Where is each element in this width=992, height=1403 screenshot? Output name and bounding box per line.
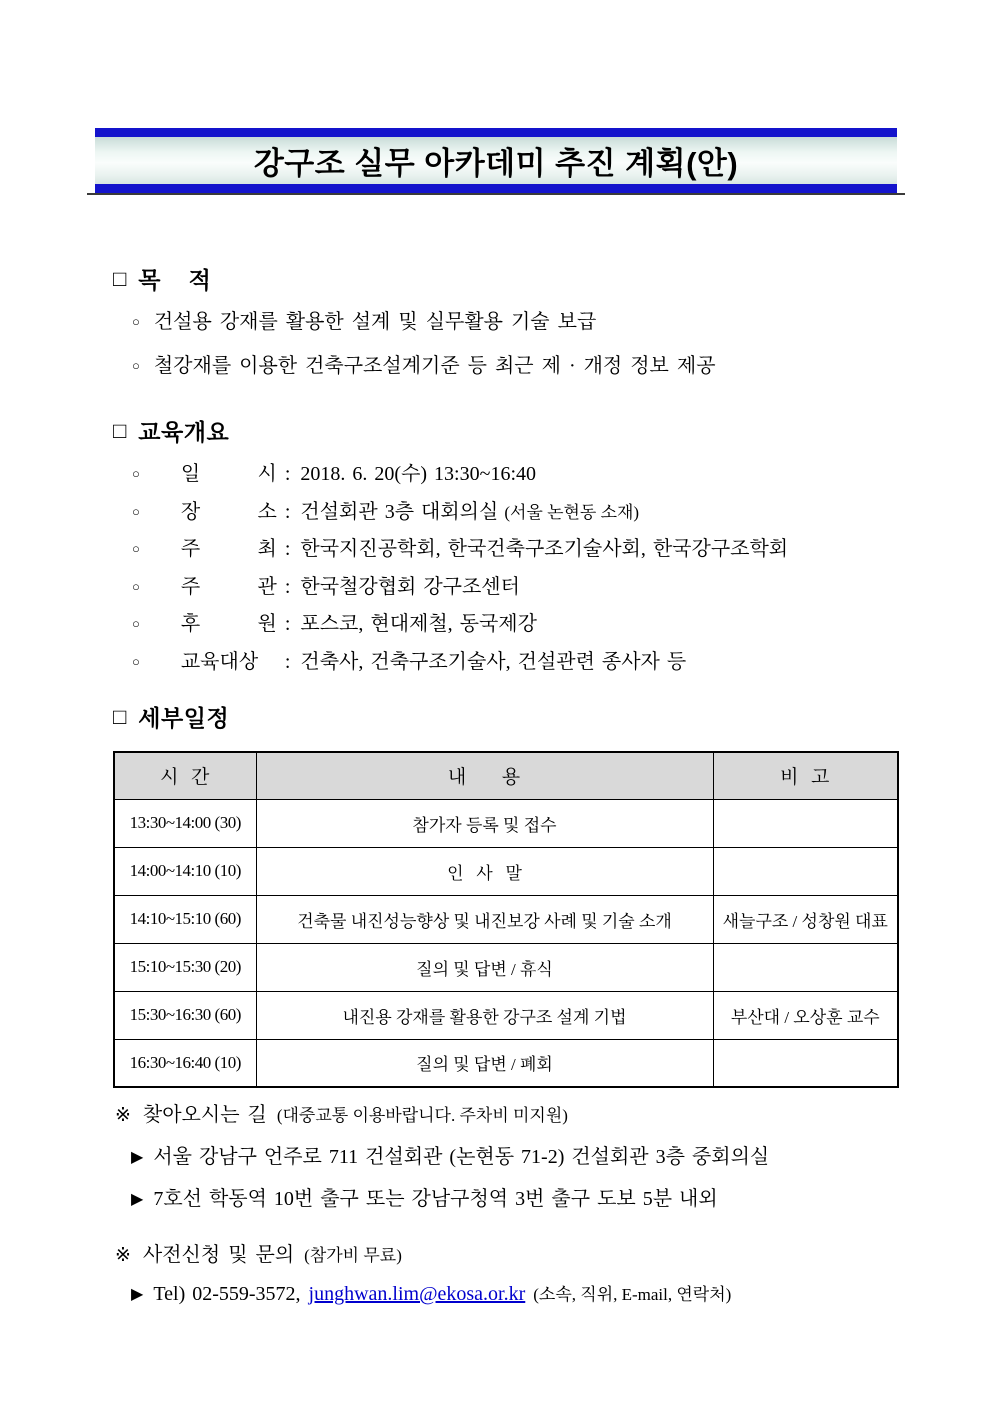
overview-item-value: 포스코, 현대제철, 동국제강 — [300, 613, 537, 635]
cell-content: 참가자 등록 및 접수 — [256, 799, 713, 847]
application-heading-note: (참가비 무료) — [304, 1246, 402, 1265]
overview-item-label: 주 최 — [180, 538, 277, 560]
purpose-item-text: 건설용 강재를 활용한 설계 및 실무활용 기술 보급 — [153, 311, 597, 333]
schedule-table — [113, 751, 899, 1088]
cell-time: 14:10~15:10 (60) — [114, 895, 256, 943]
overview-list — [95, 457, 897, 682]
cell-note — [713, 1039, 898, 1087]
directions-heading-note: (대중교통 이용바랍니다. 주차비 미지원) — [276, 1106, 568, 1125]
cell-content: 질의 및 답변 / 휴식 — [256, 943, 713, 991]
list-item — [95, 1182, 897, 1211]
list-item — [95, 349, 897, 378]
overview-item-value: 2018. 6. 20(수) 13:30~16:40 — [300, 463, 536, 485]
directions-item-text: 7호선 학동역 10번 출구 또는 강남구청역 3번 출구 도보 5분 내외 — [153, 1188, 718, 1210]
cell-note — [713, 799, 898, 847]
table-row — [114, 799, 898, 847]
column-header-note: 비 고 — [713, 752, 898, 799]
overview-heading — [95, 414, 897, 447]
table-row — [114, 943, 898, 991]
cell-content: 질의 및 답변 / 폐회 — [256, 1039, 713, 1087]
overview-item-note: (서울 논현동 소재) — [504, 502, 640, 522]
list-item — [95, 607, 897, 645]
contact-suffix-note: (소속, 직위, E-mail, 연락처) — [533, 1285, 732, 1304]
page-title: 강구조 실무 아카데미 추진 계획(안) — [253, 146, 739, 181]
cell-time: 16:30~16:40 (10) — [114, 1039, 256, 1087]
circle-bullet-icon: ○ — [132, 578, 140, 594]
cell-time: 14:00~14:10 (10) — [114, 847, 256, 895]
list-item — [95, 457, 897, 495]
overview-item-value: 한국지진공학회, 한국건축구조기술사회, 한국강구조학회 — [300, 538, 789, 560]
banner-top-bar — [95, 128, 897, 137]
overview-item-label: 교육대상 — [180, 650, 259, 673]
overview-item-label: 주 관 — [180, 575, 277, 598]
overview-item-label: 일 시 — [180, 463, 277, 485]
circle-bullet-icon: ○ — [132, 466, 140, 481]
overview-item-label: 장 소 — [180, 500, 277, 523]
cell-time: 15:10~15:30 (20) — [114, 943, 256, 991]
column-header-content: 내 용 — [256, 752, 713, 799]
schedule-heading — [95, 700, 897, 733]
cell-content: 내진용 강재를 활용한 강구조 설계 기법 — [256, 991, 713, 1039]
banner-bottom-bar — [95, 184, 897, 193]
square-bullet-icon: □ — [113, 265, 127, 291]
list-item — [95, 495, 897, 533]
list-item — [95, 1140, 897, 1169]
cell-note: 부산대 / 오상훈 교수 — [713, 991, 898, 1039]
title-banner — [95, 128, 897, 193]
list-item — [95, 645, 897, 683]
list-item — [95, 570, 897, 608]
table-row — [114, 1039, 898, 1087]
arrow-bullet-icon: ▶ — [131, 1286, 144, 1303]
email-link[interactable]: junghwan.lim@ekosa.or.kr — [308, 1283, 526, 1305]
label-colon: : — [284, 500, 291, 523]
overview-item-label: 후 원 — [180, 613, 277, 635]
overview-item-value: 건설회관 3층 대회의실 — [300, 500, 499, 523]
overview-item-value: 한국철강협회 강구조센터 — [300, 575, 520, 598]
telephone-number: Tel) 02-559-3572, — [153, 1283, 301, 1305]
arrow-bullet-icon: ▶ — [131, 1191, 144, 1208]
application-heading — [95, 1238, 897, 1267]
contact-line — [95, 1280, 897, 1306]
square-bullet-icon: □ — [113, 417, 127, 443]
reference-mark-icon: ※ — [115, 1105, 131, 1126]
purpose-item-text: 철강재를 이용한 건축구조설계기준 등 최근 제 · 개정 정보 제공 — [153, 355, 716, 377]
banner-underline — [87, 193, 905, 195]
application-heading-label: 사전신청 및 문의 — [142, 1244, 295, 1266]
label-colon: : — [284, 575, 291, 598]
circle-bullet-icon: ○ — [132, 541, 140, 556]
cell-content: 건축물 내진성능향상 및 내진보강 사례 및 기술 소개 — [256, 895, 713, 943]
purpose-heading — [95, 262, 897, 295]
directions-item-text: 서울 강남구 언주로 711 건설회관 (논현동 71-2) 건설회관 3층 중회의실 — [153, 1146, 770, 1168]
cell-time: 13:30~14:00 (30) — [114, 799, 256, 847]
circle-bullet-icon: ○ — [132, 616, 140, 631]
reference-mark-icon: ※ — [115, 1245, 131, 1266]
label-colon: : — [284, 613, 291, 635]
label-colon: : — [284, 650, 291, 673]
list-item — [95, 532, 897, 570]
purpose-list — [95, 305, 897, 393]
purpose-heading-label: 목 적 — [138, 267, 212, 293]
cell-content: 인 사 말 — [256, 847, 713, 895]
table-row — [114, 847, 898, 895]
circle-bullet-icon: ○ — [132, 358, 140, 373]
overview-heading-label: 교육개요 — [138, 419, 230, 445]
overview-item-value: 건축사, 건축구조기술사, 건설관련 종사자 등 — [300, 650, 687, 673]
label-colon: : — [284, 463, 291, 485]
table-header-row — [114, 752, 898, 799]
table-row — [114, 991, 898, 1039]
circle-bullet-icon: ○ — [132, 503, 140, 519]
banner-body — [95, 137, 897, 184]
circle-bullet-icon: ○ — [132, 314, 140, 329]
cell-time: 15:30~16:30 (60) — [114, 991, 256, 1039]
label-colon: : — [284, 538, 291, 560]
directions-heading-label: 찾아오시는 길 — [142, 1104, 267, 1126]
cell-note — [713, 847, 898, 895]
table-row — [114, 895, 898, 943]
column-header-time: 시 간 — [114, 752, 256, 799]
arrow-bullet-icon: ▶ — [131, 1149, 144, 1166]
directions-section — [95, 1098, 897, 1211]
schedule-table-container — [95, 751, 897, 1088]
application-section — [95, 1238, 897, 1306]
cell-note: 새늘구조 / 성창원 대표 — [713, 895, 898, 943]
directions-heading — [95, 1098, 897, 1127]
square-bullet-icon: □ — [113, 703, 127, 729]
list-item — [95, 305, 897, 334]
circle-bullet-icon: ○ — [132, 653, 140, 669]
schedule-heading-label: 세부일정 — [138, 705, 230, 731]
cell-note — [713, 943, 898, 991]
